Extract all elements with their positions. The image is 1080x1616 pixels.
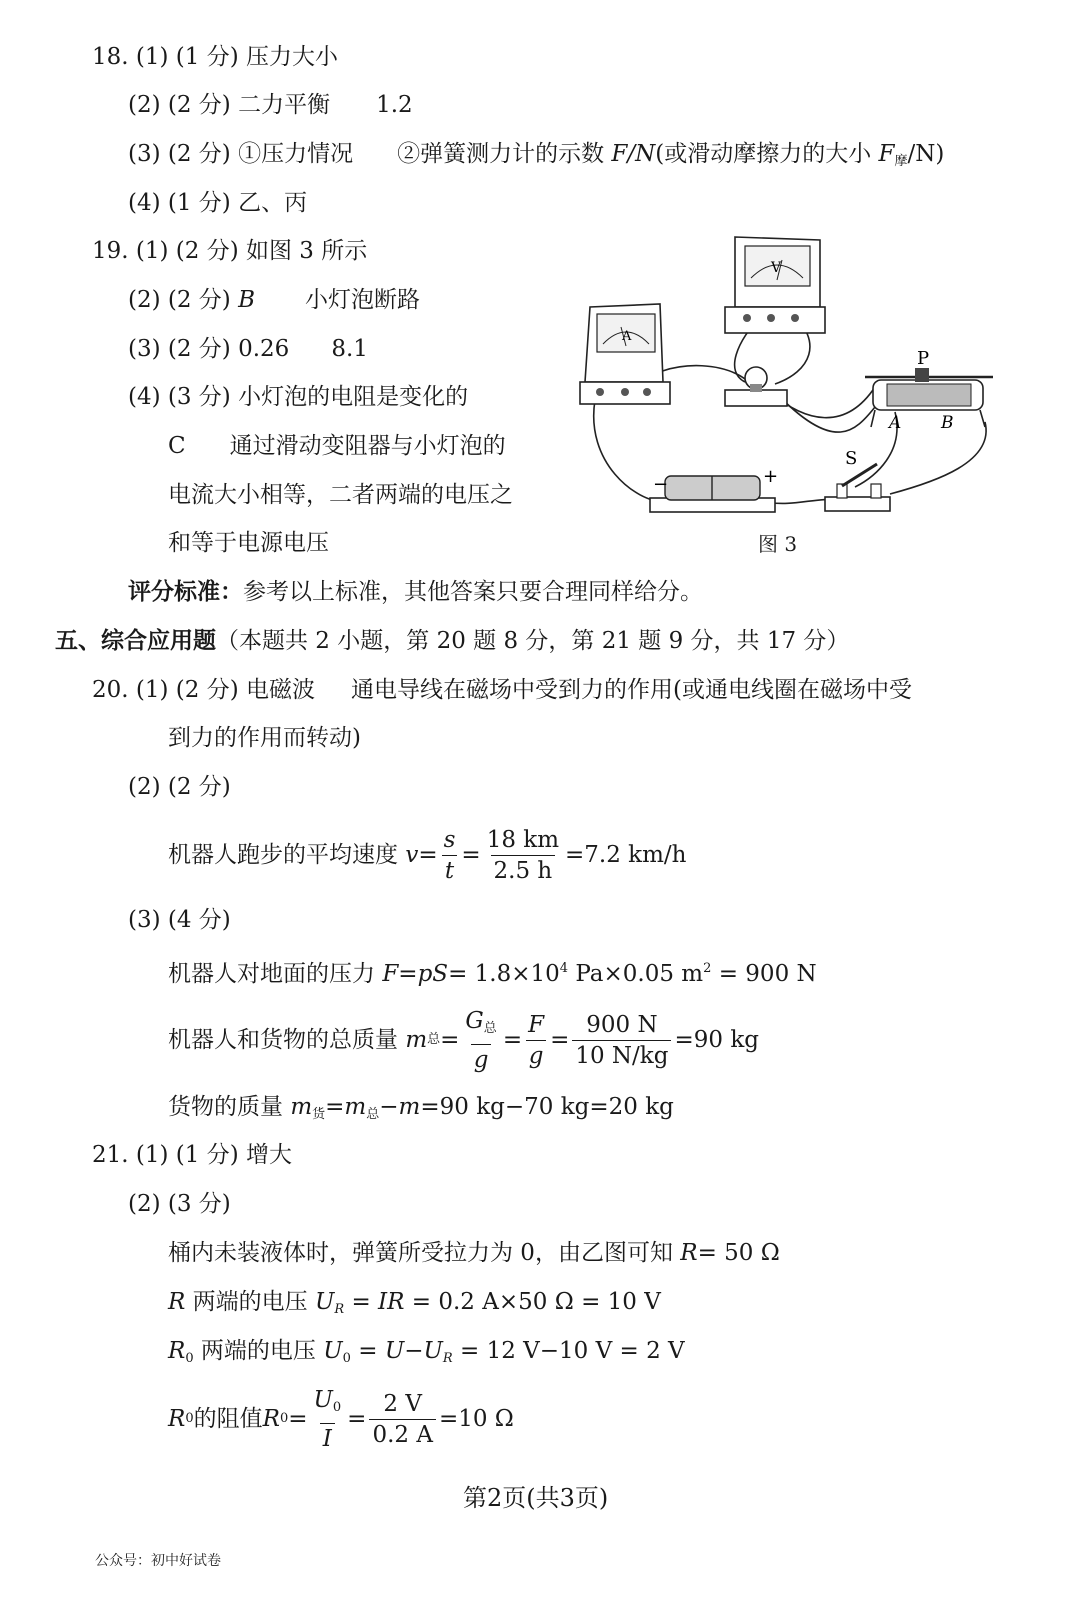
q20-line2: 到力的作用而转动) (168, 725, 361, 751)
switch-icon (825, 464, 890, 511)
q20-line3: (2) (2 分) (128, 774, 231, 800)
q21-voltage-r0: $R_0$ 两端的电压 $U_0 = U-U_R = 12$ V−10 V = 2 V (168, 1338, 685, 1366)
ammeter-label: A (622, 329, 632, 344)
ammeter-icon (580, 304, 670, 404)
q19-line6: 电流大小相等，二者两端的电压之 (168, 482, 513, 508)
terminal-label-b: B (941, 413, 954, 433)
terminal-label-a: A (889, 413, 902, 433)
q19-line3: (3) (2 分) 0.26 8.1 (128, 336, 368, 362)
switch-label-s: S (845, 448, 858, 469)
circuit-figure (575, 232, 1040, 527)
figure-caption: 图 3 (758, 532, 798, 556)
q20-mass-formula: 机器人和货物的总质量 m 总 = $\frac{G_总}{g}$ = $\frac{F}{g}$ = $\frac{900 N}{10 N/kg}$ =90 kg (168, 1007, 759, 1073)
q21-resistance-r0: R 0 的阻值 R 0 = $\frac{U_0}{I}$ = $\frac{2 V}{0.2 A}$ =10 Ω (168, 1386, 514, 1452)
q20-velocity-formula: 机器人跑步的平均速度 v = $\frac{s}{t}$ = $\frac{18 km}{2.5 h}$ =7.2 km/h (168, 826, 687, 884)
rheostat-icon (865, 368, 993, 427)
page-number: 第2页(共3页) (463, 1484, 609, 1512)
q18-line1: 18. (1) (1 分) 压力大小 (92, 44, 338, 70)
q21-line3: 桶内未装液体时，弹簧所受拉力为 0，由乙图可知 R= 50 Ω (168, 1240, 780, 1266)
q18-line3: (3) (2 分) ①压力情况 ②弹簧测力计的示数 F/N(或滑动摩擦力的大小 $F_摩/N$) (128, 141, 945, 169)
voltmeter-icon (725, 237, 825, 333)
q19-line5: C 通过滑动变阻器与小灯泡的 (168, 433, 506, 459)
q20-pressure-formula: 机器人对地面的压力 $F=pS= 1.8\times 10^4$ Pa×0.05 $m^2 = 900$ N (168, 961, 817, 987)
q19-line2: (2) (2 分) B 小灯泡断路 (128, 287, 420, 313)
q21-line1: 21. (1) (1 分) 增大 (92, 1142, 292, 1168)
q21-voltage-r: R 两端的电压 $U_R$ = IR = 0.2 A×50 Ω = 10 V (168, 1289, 661, 1317)
q21-line2: (2) (3 分) (128, 1191, 231, 1217)
q19-line7: 和等于电源电压 (168, 530, 329, 556)
q19-line4: (4) (3 分) 小灯泡的电阻是变化的 (128, 384, 469, 410)
q20-line1: 20. (1) (2 分) 电磁波 通电导线在磁场中受到力的作用(或通电线圈在磁场中受 (92, 677, 912, 703)
scoring-note: 评分标准：参考以上标准，其他答案只要合理同样给分。 (128, 579, 703, 605)
section-heading: 五、综合应用题（本题共 2 小题，第 20 题 8 分，第 21 题 9 分，共 17 分） (55, 628, 850, 654)
q19-line1: 19. (1) (2 分) 如图 3 所示 (92, 238, 368, 264)
q20-cargo-formula: 货物的质量 $m_货=m_总-m=90$ kg−70 kg=20 kg (168, 1094, 674, 1122)
battery-plus-label: + (763, 466, 779, 487)
q20-line5: (3) (4 分) (128, 907, 231, 933)
q18-line4: (4) (1 分) 乙、丙 (128, 190, 308, 216)
voltmeter-label: V (771, 260, 782, 276)
slider-label-p: P (917, 348, 930, 369)
watermark: 公众号：初中好试卷 (95, 1553, 221, 1569)
q18-line2: (2) (2 分) 二力平衡 1.2 (128, 92, 413, 118)
battery-icon (650, 476, 775, 512)
battery-minus-label: − (653, 474, 669, 495)
